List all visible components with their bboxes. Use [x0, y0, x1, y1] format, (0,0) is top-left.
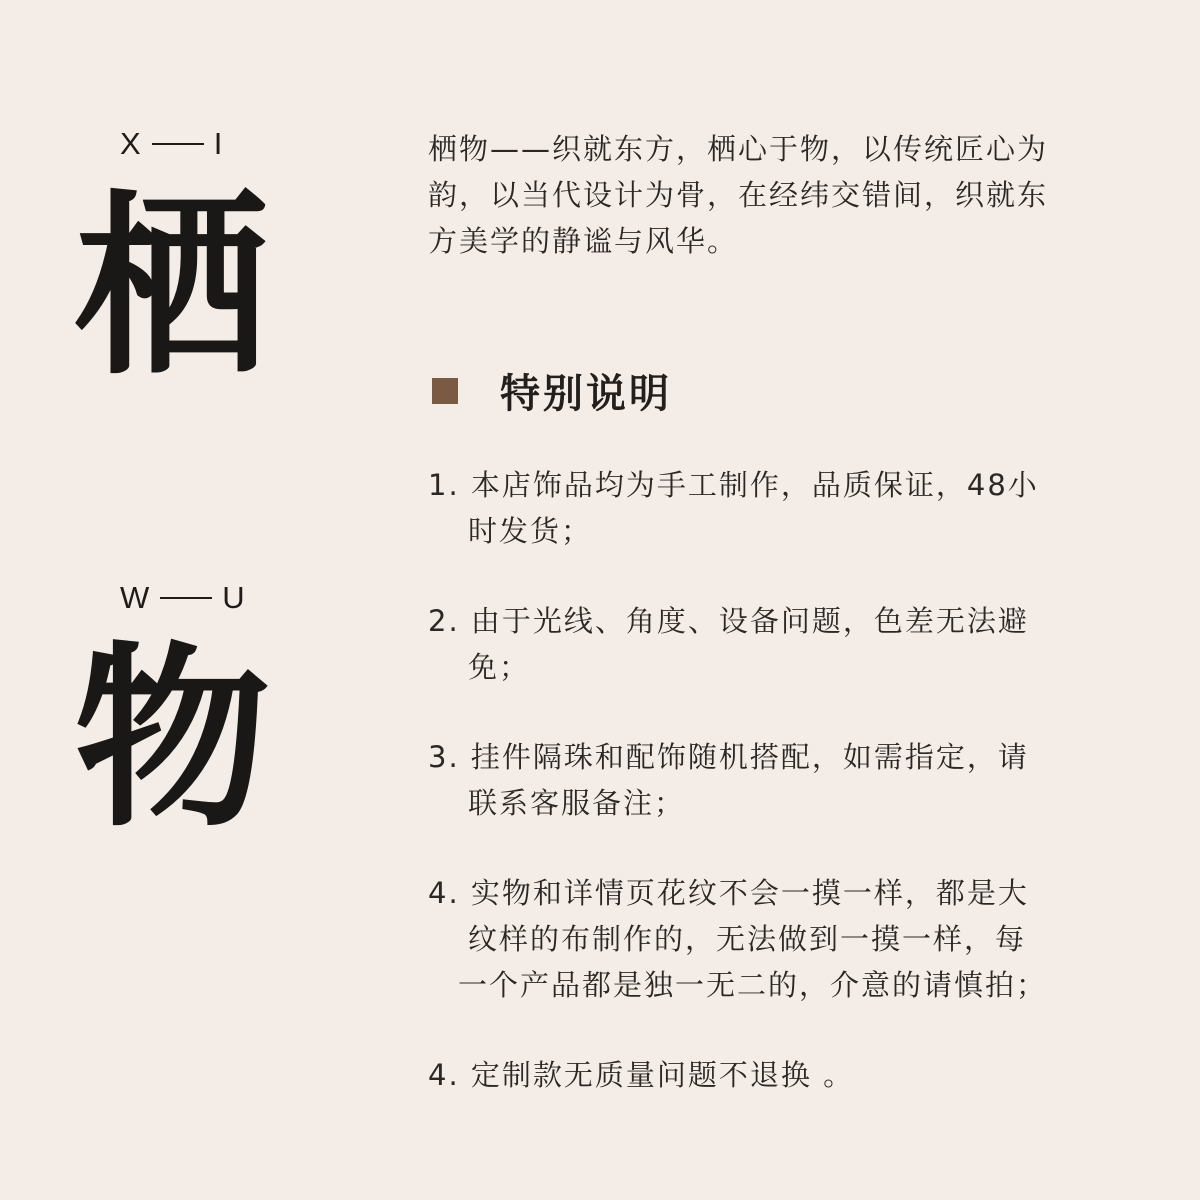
brand-char-xi: 栖	[74, 174, 271, 402]
romanization-dash	[160, 597, 212, 599]
note-item	[428, 870, 1128, 1008]
intro-line: 栖物——织就东方，栖心于物，以传统匠心为	[428, 132, 1049, 166]
romanization-letter: I	[213, 126, 224, 161]
note-item	[428, 1052, 1128, 1098]
intro-line: 方美学的静谧与风华。	[428, 224, 739, 258]
brand-char-wu: 物	[74, 626, 271, 854]
intro-line: 韵，以当代设计为骨，在经纬交错间，织就东	[428, 178, 1049, 212]
note-item	[428, 734, 1128, 826]
romanization-xi	[120, 128, 223, 159]
note-line: 纹样的布制作的，无法做到一摸一样，每	[468, 922, 1027, 956]
romanization-wu	[120, 582, 246, 613]
note-line: 联系客服备注；	[468, 786, 686, 820]
note-line: 免；	[468, 650, 531, 684]
note-line: 4. 定制款无质量问题不退换 。	[428, 1058, 855, 1092]
note-line: 一个产品都是独一无二的，介意的请慎拍；	[458, 968, 1048, 1002]
romanization-letter: U	[222, 580, 246, 615]
note-item	[428, 598, 1128, 690]
intro-paragraph	[428, 126, 1148, 264]
romanization-dash	[152, 143, 204, 145]
section-heading	[432, 362, 672, 419]
note-line: 2. 由于光线、角度、设备问题，色差无法避	[428, 604, 1029, 638]
note-line: 1. 本店饰品均为手工制作，品质保证，48小	[428, 468, 1039, 502]
section-title: 特别说明	[500, 370, 672, 417]
romanization-letter: X	[120, 126, 142, 161]
note-line: 4. 实物和详情页花纹不会一摸一样，都是大	[428, 876, 1029, 910]
note-line: 3. 挂件隔珠和配饰随机搭配，如需指定，请	[428, 740, 1029, 774]
romanization-letter: W	[120, 580, 151, 615]
notes-list	[428, 462, 1128, 1142]
note-line: 时发货；	[468, 514, 593, 548]
square-bullet-icon	[432, 378, 458, 404]
note-item	[428, 462, 1128, 554]
